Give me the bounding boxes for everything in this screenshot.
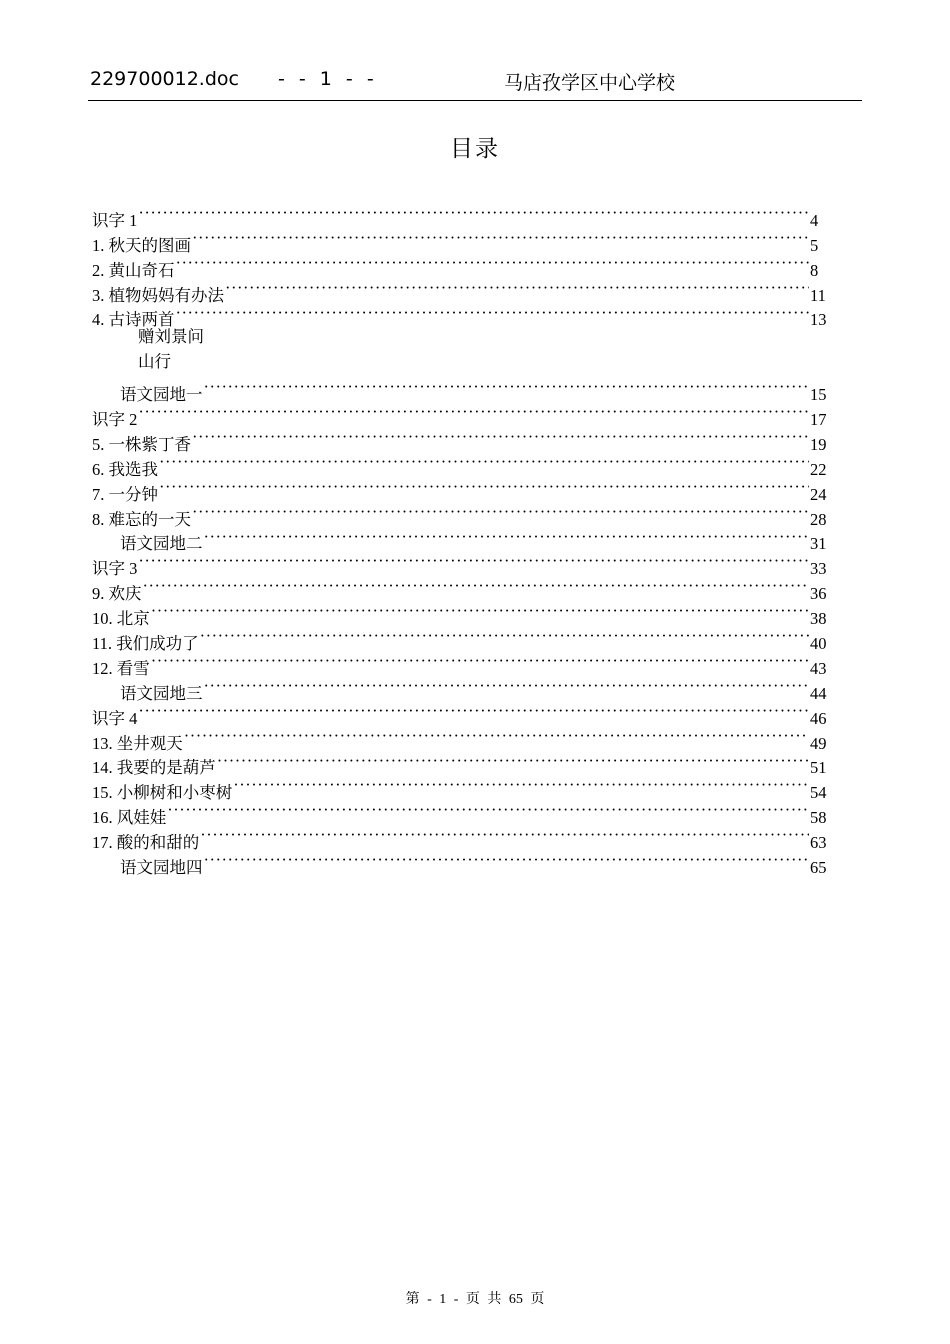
- toc-entry-page-number: 51: [810, 758, 827, 778]
- toc-dot-leader: [138, 549, 809, 574]
- toc-entry[interactable]: [92, 574, 832, 604]
- toc-entry-page-number: 15: [810, 385, 827, 405]
- toc-entry-label: 15. 小柳树和小枣树: [92, 783, 233, 803]
- toc-dot-leader: [192, 226, 809, 251]
- toc-entry-page-number: 28: [810, 509, 827, 529]
- toc-entry-label: 11. 我们成功了: [92, 634, 199, 654]
- toc-entry[interactable]: [92, 350, 832, 375]
- toc-entry[interactable]: [92, 848, 832, 878]
- toc-entry-label: 8. 难忘的一天: [92, 509, 191, 529]
- toc-entry-page-number: 17: [810, 410, 827, 430]
- toc-entry-label: 5. 一株紫丁香: [92, 434, 191, 454]
- toc-entry[interactable]: [92, 525, 832, 554]
- toc-dot-leader: [138, 201, 809, 226]
- toc-entry[interactable]: [92, 724, 832, 753]
- toc-dot-leader: [138, 699, 809, 724]
- toc-entry-page-number: 4: [810, 210, 819, 230]
- toc-entry[interactable]: [92, 201, 832, 230]
- toc-entry-label: 4. 古诗两首: [92, 310, 175, 330]
- toc-entry-label: 14. 我要的是葫芦: [92, 758, 216, 778]
- toc-dot-leader: [159, 450, 809, 475]
- toc-entry-label: 17. 酸的和甜的: [92, 833, 200, 853]
- toc-dot-leader: [143, 574, 810, 599]
- toc-entry-label: 语文园地一: [120, 385, 203, 405]
- toc-dot-leader: [200, 823, 809, 848]
- toc-entry[interactable]: [92, 226, 832, 255]
- toc-entry-label: 6. 我选我: [92, 459, 158, 479]
- toc-dot-leader: [151, 649, 809, 674]
- toc-dot-leader: [200, 624, 809, 649]
- toc-dot-leader: [167, 798, 809, 823]
- toc-entry-page-number: 19: [810, 434, 827, 454]
- toc-entry[interactable]: [92, 375, 832, 405]
- toc-entry-label: 1. 秋天的图画: [92, 235, 191, 255]
- toc-entry-page-number: 13: [810, 310, 827, 330]
- toc-entry-label: 语文园地三: [120, 683, 203, 703]
- toc-entry-page-number: 38: [810, 609, 827, 629]
- toc-entry[interactable]: [92, 549, 832, 579]
- toc-entry[interactable]: [92, 599, 832, 629]
- table-of-contents: [92, 201, 832, 878]
- toc-entry-label: 13. 坐井观天: [92, 733, 183, 753]
- toc-entry-page-number: 43: [810, 658, 827, 678]
- toc-entry-page-number: 54: [810, 783, 827, 803]
- toc-dot-leader: [192, 500, 809, 525]
- toc-entry[interactable]: [92, 823, 832, 853]
- toc-entry[interactable]: [92, 251, 832, 280]
- toc-dot-leader: [204, 674, 810, 699]
- toc-entry-page-number: 44: [810, 683, 827, 703]
- toc-entry[interactable]: [92, 749, 832, 778]
- toc-dot-leader: [151, 599, 809, 624]
- toc-entry-label: 语文园地二: [120, 534, 203, 554]
- toc-entry[interactable]: [92, 649, 832, 678]
- header-page-marker: - - 1 - -: [278, 68, 378, 90]
- toc-dot-leader: [204, 848, 810, 873]
- toc-entry-label: 识字 1: [92, 210, 138, 230]
- toc-entry-page-number: 46: [810, 708, 827, 728]
- toc-entry-page-number: 24: [810, 484, 827, 504]
- toc-entry[interactable]: [92, 699, 832, 728]
- toc-entry-page-number: 40: [810, 634, 827, 654]
- toc-entry-page-number: 58: [810, 808, 827, 828]
- toc-entry-page-number: 63: [810, 833, 827, 853]
- toc-dot-leader: [176, 301, 810, 326]
- toc-entry-label: 识字 2: [92, 410, 138, 430]
- toc-entry-label: 山行: [138, 352, 171, 372]
- page-header: [88, 62, 862, 101]
- toc-dot-leader: [217, 749, 809, 774]
- toc-entry-label: 识字 4: [92, 708, 138, 728]
- toc-entry[interactable]: [92, 325, 832, 350]
- toc-dot-leader: [233, 773, 809, 798]
- toc-entry[interactable]: [92, 475, 832, 504]
- toc-entry-page-number: 65: [810, 858, 827, 878]
- toc-entry-page-number: 8: [810, 260, 819, 280]
- toc-entry[interactable]: [92, 301, 832, 330]
- toc-entry[interactable]: [92, 773, 832, 803]
- toc-entry-label: 语文园地四: [120, 858, 203, 878]
- toc-entry-label: 赠刘景问: [138, 327, 204, 347]
- toc-entry[interactable]: [92, 500, 832, 529]
- toc-entry-label: 识字 3: [92, 559, 138, 579]
- toc-entry-page-number: 33: [810, 559, 827, 579]
- toc-entry[interactable]: [92, 425, 832, 454]
- toc-entry[interactable]: [92, 276, 832, 305]
- toc-dot-leader: [159, 475, 809, 500]
- toc-entry[interactable]: [92, 674, 832, 703]
- toc-dot-leader: [225, 276, 809, 301]
- toc-entry-label: 9. 欢庆: [92, 584, 142, 604]
- toc-title: 目录: [450, 136, 500, 162]
- toc-dot-leader: [138, 400, 809, 425]
- header-school-name: 马店孜学区中心学校: [504, 72, 676, 94]
- toc-entry[interactable]: [92, 624, 832, 654]
- toc-entry-page-number: 22: [810, 459, 827, 479]
- toc-dot-leader: [176, 251, 810, 276]
- header-file-name: 229700012.doc: [90, 68, 239, 90]
- toc-entry-label: 7. 一分钟: [92, 484, 158, 504]
- toc-entry-page-number: 5: [810, 235, 819, 255]
- toc-entry[interactable]: [92, 400, 832, 430]
- toc-entry-page-number: 11: [810, 285, 826, 305]
- toc-entry-label: 16. 风娃娃: [92, 808, 167, 828]
- toc-entry-label: 3. 植物妈妈有办法: [92, 285, 224, 305]
- toc-entry-page-number: 36: [810, 584, 827, 604]
- page-footer: 第 - 1 - 页 共 65 页: [405, 1292, 545, 1307]
- toc-entry[interactable]: [92, 798, 832, 828]
- toc-entry-label: 12. 看雪: [92, 658, 150, 678]
- toc-entry[interactable]: [92, 450, 832, 479]
- toc-dot-leader: [184, 724, 809, 749]
- toc-entry-label: 2. 黄山奇石: [92, 260, 175, 280]
- toc-entry-label: 10. 北京: [92, 609, 150, 629]
- toc-entry-page-number: 49: [810, 733, 827, 753]
- toc-entry-page-number: 31: [810, 534, 827, 554]
- toc-dot-leader: [204, 525, 810, 550]
- toc-dot-leader: [192, 425, 809, 450]
- toc-dot-leader: [204, 375, 810, 400]
